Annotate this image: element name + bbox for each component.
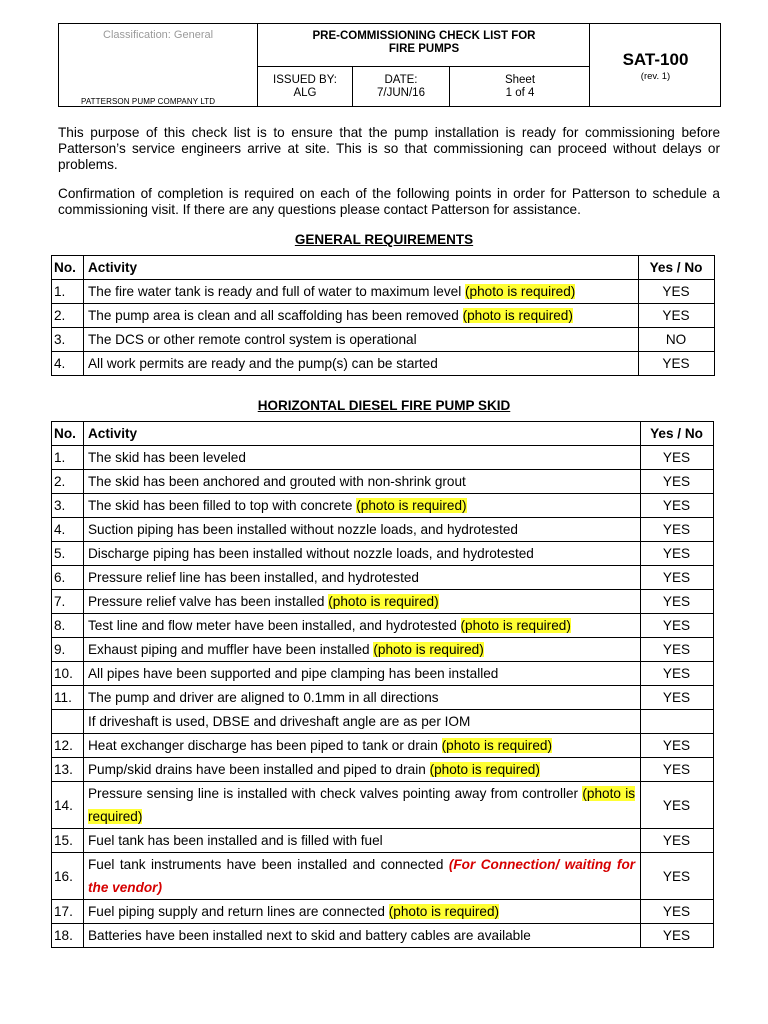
table-row xyxy=(52,352,715,376)
photo-required-note: (photo is required) xyxy=(328,594,439,609)
activity-text: The DCS or other remote control system is operational xyxy=(87,332,417,347)
row-activity xyxy=(83,614,640,638)
row-yes-no: YES xyxy=(641,446,714,470)
row-number: 16. xyxy=(52,853,84,900)
row-activity xyxy=(83,542,640,566)
row-number: 5. xyxy=(52,542,84,566)
row-number: 4. xyxy=(52,352,84,376)
date-label: DATE: xyxy=(384,74,418,86)
row-activity xyxy=(83,590,640,614)
activity-text: All pipes have been supported and pipe clamping has been installed xyxy=(87,666,499,681)
row-yes-no: YES xyxy=(641,924,714,948)
row-yes-no: YES xyxy=(641,614,714,638)
activity-text: Fuel tank has been installed and is filled with fuel xyxy=(87,833,383,848)
table-row xyxy=(52,328,715,352)
table-row xyxy=(52,853,714,900)
activity-text: Pump/skid drains have been installed and piped to drain xyxy=(87,762,430,777)
column-header-yes-no: Yes / No xyxy=(639,256,715,280)
row-activity xyxy=(83,758,640,782)
activity-text: Heat exchanger discharge has been piped to tank or drain xyxy=(87,738,442,753)
row-number: 3. xyxy=(52,328,84,352)
row-activity xyxy=(83,304,638,328)
connection-note: (For Connection/ waiting for the vendor) xyxy=(87,857,636,895)
activity-text: Pressure relief valve has been installed xyxy=(87,594,329,609)
table-row xyxy=(52,758,714,782)
column-header-activity: Activity xyxy=(83,422,640,446)
row-activity xyxy=(83,686,640,710)
photo-required-note: (photo is required) xyxy=(460,618,571,633)
diesel-pump-skid-title: HORIZONTAL DIESEL FIRE PUMP SKID xyxy=(257,398,511,413)
photo-required-note: (photo is required) xyxy=(87,786,636,824)
table-row xyxy=(52,470,714,494)
row-yes-no: YES xyxy=(641,758,714,782)
activity-text: Exhaust piping and muffler have been installed xyxy=(87,642,374,657)
table-row xyxy=(52,900,714,924)
table-row xyxy=(52,829,714,853)
row-yes-no: YES xyxy=(641,638,714,662)
table-row xyxy=(52,446,714,470)
table-row xyxy=(52,662,714,686)
row-activity xyxy=(83,566,640,590)
activity-text: The skid has been leveled xyxy=(87,450,246,465)
row-activity xyxy=(83,518,640,542)
row-yes-no: YES xyxy=(641,853,714,900)
photo-required-note: (photo is required) xyxy=(429,762,540,777)
row-number: 10. xyxy=(52,662,84,686)
issued-by-cell xyxy=(258,67,353,106)
column-header-activity: Activity xyxy=(83,256,638,280)
row-yes-no: YES xyxy=(641,686,714,710)
row-yes-no: YES xyxy=(641,829,714,853)
table-row xyxy=(52,614,714,638)
document-title xyxy=(258,30,590,56)
activity-text: The skid has been anchored and grouted with non-shrink grout xyxy=(87,474,466,489)
row-activity xyxy=(83,782,640,829)
document-code: SAT-100 xyxy=(622,50,689,69)
table-row xyxy=(52,734,714,758)
row-number: 2. xyxy=(52,470,84,494)
row-activity xyxy=(83,446,640,470)
photo-required-note: (photo is required) xyxy=(373,642,484,657)
row-number: 6. xyxy=(52,566,84,590)
row-activity xyxy=(83,662,640,686)
row-yes-no: YES xyxy=(641,662,714,686)
photo-required-note: (photo is required) xyxy=(388,904,500,919)
activity-text: Fuel piping supply and return lines are connected xyxy=(87,904,389,919)
row-activity xyxy=(83,638,640,662)
row-yes-no: YES xyxy=(641,494,714,518)
row-activity xyxy=(83,280,638,304)
row-number: 17. xyxy=(52,900,84,924)
row-activity-extra: If driveshaft is used, DBSE and driveshaft angle are as per IOM xyxy=(83,710,640,734)
activity-text: Suction piping has been installed without nozzle loads, and hydrotested xyxy=(87,522,518,537)
issued-by-label: ISSUED BY: xyxy=(273,74,337,86)
activity-text: All work permits are ready and the pump(s) can be started xyxy=(87,356,438,371)
header-left-cell xyxy=(59,24,258,106)
general-requirements-table xyxy=(51,255,715,376)
issued-by-value: ALG xyxy=(293,87,317,99)
table-row xyxy=(52,924,714,948)
document-title-line1: PRE-COMMISSIONING CHECK LIST FOR xyxy=(312,30,536,42)
table-row xyxy=(52,518,714,542)
document-title-line2: FIRE PUMPS xyxy=(388,43,460,55)
table-row xyxy=(52,782,714,829)
row-yes-no: YES xyxy=(639,304,715,328)
row-activity xyxy=(83,853,640,900)
table-row xyxy=(52,638,714,662)
row-yes-no: YES xyxy=(641,734,714,758)
document-revision: (rev. 1) xyxy=(640,71,671,82)
header-middle-cell xyxy=(258,24,590,106)
row-activity xyxy=(83,494,640,518)
row-number: 15. xyxy=(52,829,84,853)
row-activity xyxy=(83,352,638,376)
activity-text: Test line and flow meter have been installed, and hydrotested xyxy=(87,618,461,633)
table-row xyxy=(52,304,715,328)
row-yes-no: YES xyxy=(641,566,714,590)
row-number: 2. xyxy=(52,304,84,328)
activity-text: Pressure sensing line is installed with check valves pointing away from controller xyxy=(87,786,583,801)
activity-text: The pump area is clean and all scaffolding has been removed xyxy=(87,308,463,323)
row-number: 3. xyxy=(52,494,84,518)
intro-paragraph-1: This purpose of this check list is to ensure that the pump installation is ready for commissioning before Patterson’s service engineers arrive at site. This is so that commissioning can proceed without delays or problems. xyxy=(58,125,720,172)
row-number: 8. xyxy=(52,614,84,638)
table-row xyxy=(52,686,714,710)
row-number: 9. xyxy=(52,638,84,662)
date-value: 7/JUN/16 xyxy=(377,87,425,99)
header-right-cell xyxy=(590,24,721,106)
date-cell xyxy=(353,67,450,106)
row-number: 1. xyxy=(52,446,84,470)
row-number: 7. xyxy=(52,590,84,614)
sheet-cell xyxy=(450,67,590,106)
row-number xyxy=(52,710,84,734)
activity-text: Batteries have been installed next to skid and battery cables are available xyxy=(87,928,531,943)
activity-text: The pump and driver are aligned to 0.1mm in all directions xyxy=(87,690,439,705)
company-name: PATTERSON PUMP COMPANY LTD xyxy=(81,97,216,106)
table-row xyxy=(52,590,714,614)
row-yes-no: YES xyxy=(641,518,714,542)
activity-text: The fire water tank is ready and full of water to maximum level xyxy=(87,284,465,299)
activity-text: Pressure relief line has been installed, and hydrotested xyxy=(87,570,419,585)
table-header-row xyxy=(52,422,714,446)
row-activity xyxy=(83,900,640,924)
row-number: 14. xyxy=(52,782,84,829)
row-number: 4. xyxy=(52,518,84,542)
activity-text: The skid has been filled to top with concrete xyxy=(87,498,357,513)
column-header-no: No. xyxy=(52,422,84,446)
row-number: 18. xyxy=(52,924,84,948)
table-row xyxy=(52,566,714,590)
row-number: 1. xyxy=(52,280,84,304)
row-yes-no: YES xyxy=(641,782,714,829)
table-row xyxy=(52,710,714,734)
row-yes-no: YES xyxy=(639,352,715,376)
activity-text: Fuel tank instruments have been installed and connected xyxy=(87,857,449,872)
general-requirements-title: GENERAL REQUIREMENTS xyxy=(294,232,474,247)
table-row xyxy=(52,280,715,304)
table-row xyxy=(52,494,714,518)
column-header-yes-no: Yes / No xyxy=(641,422,714,446)
row-yes-no xyxy=(641,710,714,734)
row-yes-no: YES xyxy=(641,590,714,614)
photo-required-note: (photo is required) xyxy=(356,498,467,513)
intro-paragraph-2: Confirmation of completion is required on each of the following points in order for Patterson to schedule a commissioning visit. If there are any questions please contact Patterson for assistance. xyxy=(58,186,720,217)
photo-required-note: (photo is required) xyxy=(441,738,552,753)
row-activity xyxy=(83,470,640,494)
sheet-label: Sheet xyxy=(504,74,536,86)
row-activity xyxy=(83,328,638,352)
sheet-value: 1 of 4 xyxy=(505,87,535,99)
photo-required-note: (photo is required) xyxy=(462,308,573,323)
row-number: 11. xyxy=(52,686,84,710)
row-yes-no: YES xyxy=(641,542,714,566)
row-yes-no: YES xyxy=(641,900,714,924)
header-meta-row xyxy=(258,66,590,106)
row-number: 13. xyxy=(52,758,84,782)
document-header xyxy=(58,23,721,107)
row-activity xyxy=(83,829,640,853)
activity-text: Discharge piping has been installed without nozzle loads, and hydrotested xyxy=(87,546,534,561)
row-yes-no: YES xyxy=(639,280,715,304)
classification-label: Classification: General xyxy=(103,29,214,41)
column-header-no: No. xyxy=(52,256,84,280)
row-yes-no: YES xyxy=(641,470,714,494)
diesel-pump-skid-table xyxy=(51,421,714,948)
row-activity xyxy=(83,924,640,948)
table-row xyxy=(52,542,714,566)
row-number: 12. xyxy=(52,734,84,758)
row-yes-no: NO xyxy=(639,328,715,352)
row-activity xyxy=(83,734,640,758)
table-header-row xyxy=(52,256,715,280)
photo-required-note: (photo is required) xyxy=(465,284,576,299)
